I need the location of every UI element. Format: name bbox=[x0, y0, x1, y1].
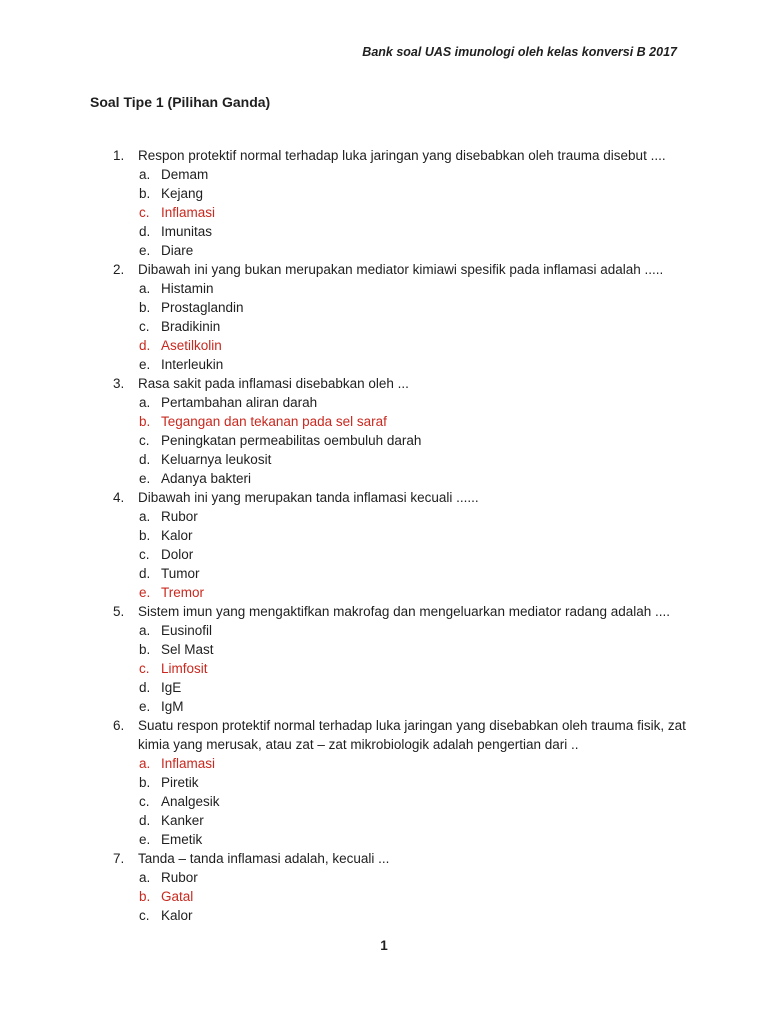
option-letter: c. bbox=[139, 908, 150, 923]
question-3 bbox=[113, 374, 698, 488]
option-text: Tremor bbox=[161, 585, 204, 600]
option bbox=[139, 507, 698, 526]
question-list bbox=[113, 146, 698, 925]
question-number: 1. bbox=[113, 148, 125, 163]
page-number: 1 bbox=[380, 938, 388, 953]
option-letter: d. bbox=[139, 224, 151, 239]
question-number: 6. bbox=[113, 718, 125, 733]
option-letter: b. bbox=[139, 775, 151, 790]
question-6 bbox=[113, 716, 698, 849]
option-letter: c. bbox=[139, 433, 150, 448]
option-text: IgE bbox=[161, 680, 182, 695]
option-letter: a. bbox=[139, 756, 151, 771]
option bbox=[139, 412, 698, 431]
option-letter: b. bbox=[139, 300, 151, 315]
option-letter: c. bbox=[139, 661, 150, 676]
question-number: 7. bbox=[113, 851, 125, 866]
question-text: Dibawah ini yang bukan merupakan mediator kimiawi spesifik pada inflamasi adalah ..... bbox=[138, 262, 664, 277]
option-letter: e. bbox=[139, 699, 151, 714]
option-letter: b. bbox=[139, 642, 151, 657]
option-text: Histamin bbox=[161, 281, 214, 296]
option bbox=[139, 317, 698, 336]
option-letter: c. bbox=[139, 794, 150, 809]
option-letter: b. bbox=[139, 414, 151, 429]
option-text: Analgesik bbox=[161, 794, 220, 809]
option-letter: c. bbox=[139, 319, 150, 334]
option-text: Diare bbox=[161, 243, 194, 258]
question-line bbox=[113, 374, 698, 393]
question-text: Respon protektif normal terhadap luka jaringan yang disebabkan oleh trauma disebut .... bbox=[138, 148, 666, 163]
option bbox=[139, 583, 698, 602]
option-text: Demam bbox=[161, 167, 209, 182]
option-letter: e. bbox=[139, 357, 151, 372]
option bbox=[139, 165, 698, 184]
option-text: Kanker bbox=[161, 813, 204, 828]
option-letter: a. bbox=[139, 167, 151, 182]
option bbox=[139, 906, 698, 925]
option-letter: b. bbox=[139, 889, 151, 904]
question-line bbox=[113, 849, 698, 868]
option-letter: a. bbox=[139, 623, 151, 638]
option bbox=[139, 659, 698, 678]
document-header: Bank soal UAS imunologi oleh kelas konversi B 2017 bbox=[362, 45, 677, 59]
option bbox=[139, 393, 698, 412]
question-line bbox=[113, 146, 698, 165]
option-text: Bradikinin bbox=[161, 319, 221, 334]
question-1 bbox=[113, 146, 698, 260]
question-2 bbox=[113, 260, 698, 374]
question-line bbox=[113, 602, 698, 621]
option-letter: e. bbox=[139, 832, 151, 847]
question-7 bbox=[113, 849, 698, 925]
option-letter: c. bbox=[139, 547, 150, 562]
option-letter: a. bbox=[139, 509, 151, 524]
option bbox=[139, 222, 698, 241]
question-line bbox=[113, 716, 698, 754]
option bbox=[139, 431, 698, 450]
option-text: Sel Mast bbox=[161, 642, 214, 657]
option bbox=[139, 564, 698, 583]
option bbox=[139, 830, 698, 849]
option-letter: e. bbox=[139, 471, 151, 486]
option-text: Prostaglandin bbox=[161, 300, 244, 315]
option-text: Asetilkolin bbox=[161, 338, 222, 353]
option bbox=[139, 336, 698, 355]
option-letter: b. bbox=[139, 186, 151, 201]
option bbox=[139, 697, 698, 716]
question-5 bbox=[113, 602, 698, 716]
question-line bbox=[113, 488, 698, 507]
question-number: 5. bbox=[113, 604, 125, 619]
option-text: Inflamasi bbox=[161, 205, 216, 220]
option-text: Kejang bbox=[161, 186, 204, 201]
option bbox=[139, 203, 698, 222]
option bbox=[139, 545, 698, 564]
option bbox=[139, 887, 698, 906]
option bbox=[139, 355, 698, 374]
option-letter: e. bbox=[139, 243, 151, 258]
option-text: Tumor bbox=[161, 566, 200, 581]
option-text: Gatal bbox=[161, 889, 194, 904]
option bbox=[139, 792, 698, 811]
option-text: Interleukin bbox=[161, 357, 224, 372]
option-letter: d. bbox=[139, 566, 151, 581]
option-letter: b. bbox=[139, 528, 151, 543]
option-letter: a. bbox=[139, 281, 151, 296]
question-number: 4. bbox=[113, 490, 125, 505]
option bbox=[139, 469, 698, 488]
question-text: Dibawah ini yang merupakan tanda inflamasi kecuali ...... bbox=[138, 490, 479, 505]
option bbox=[139, 811, 698, 830]
option-text: Adanya bakteri bbox=[161, 471, 252, 486]
option-text: IgM bbox=[161, 699, 184, 714]
option-text: Rubor bbox=[161, 870, 198, 885]
option-text: Rubor bbox=[161, 509, 198, 524]
option-text: Emetik bbox=[161, 832, 203, 847]
option bbox=[139, 184, 698, 203]
option-letter: a. bbox=[139, 395, 151, 410]
question-line bbox=[113, 260, 698, 279]
option bbox=[139, 298, 698, 317]
option-text: Peningkatan permeabilitas oembuluh darah bbox=[161, 433, 422, 448]
option bbox=[139, 678, 698, 697]
question-text: Tanda – tanda inflamasi adalah, kecuali ... bbox=[138, 851, 390, 866]
option bbox=[139, 279, 698, 298]
option-text: Dolor bbox=[161, 547, 194, 562]
option-text: Piretik bbox=[161, 775, 199, 790]
question-4 bbox=[113, 488, 698, 602]
option-text: Eusinofil bbox=[161, 623, 213, 638]
option-letter: e. bbox=[139, 585, 151, 600]
option-text: Kalor bbox=[161, 908, 193, 923]
option bbox=[139, 241, 698, 260]
option bbox=[139, 640, 698, 659]
question-text: Rasa sakit pada inflamasi disebabkan oleh ... bbox=[138, 376, 409, 391]
option-text: Keluarnya leukosit bbox=[161, 452, 272, 467]
option bbox=[139, 621, 698, 640]
option-text: Tegangan dan tekanan pada sel saraf bbox=[161, 414, 387, 429]
option-text: Limfosit bbox=[161, 661, 208, 676]
document-title: Soal Tipe 1 (Pilihan Ganda) bbox=[90, 94, 271, 110]
option-letter: d. bbox=[139, 813, 151, 828]
question-text: Sistem imun yang mengaktifkan makrofag dan mengeluarkan mediator radang adalah .... bbox=[138, 604, 671, 619]
question-number: 3. bbox=[113, 376, 125, 391]
option bbox=[139, 773, 698, 792]
option-text: Imunitas bbox=[161, 224, 213, 239]
option bbox=[139, 754, 698, 773]
option-text: Pertambahan aliran darah bbox=[161, 395, 318, 410]
option bbox=[139, 450, 698, 469]
option-letter: a. bbox=[139, 870, 151, 885]
question-number: 2. bbox=[113, 262, 125, 277]
option-letter: c. bbox=[139, 205, 150, 220]
question-text: Suatu respon protektif normal terhadap luka jaringan yang disebabkan oleh trauma fisik, zat kimia yang merusak, atau zat – zat mikrobiologik adalah pengertian dari .. bbox=[138, 718, 686, 752]
option-letter: d. bbox=[139, 680, 151, 695]
option-letter: d. bbox=[139, 338, 151, 353]
option-letter: d. bbox=[139, 452, 151, 467]
option bbox=[139, 526, 698, 545]
option bbox=[139, 868, 698, 887]
option-text: Kalor bbox=[161, 528, 193, 543]
option-text: Inflamasi bbox=[161, 756, 216, 771]
